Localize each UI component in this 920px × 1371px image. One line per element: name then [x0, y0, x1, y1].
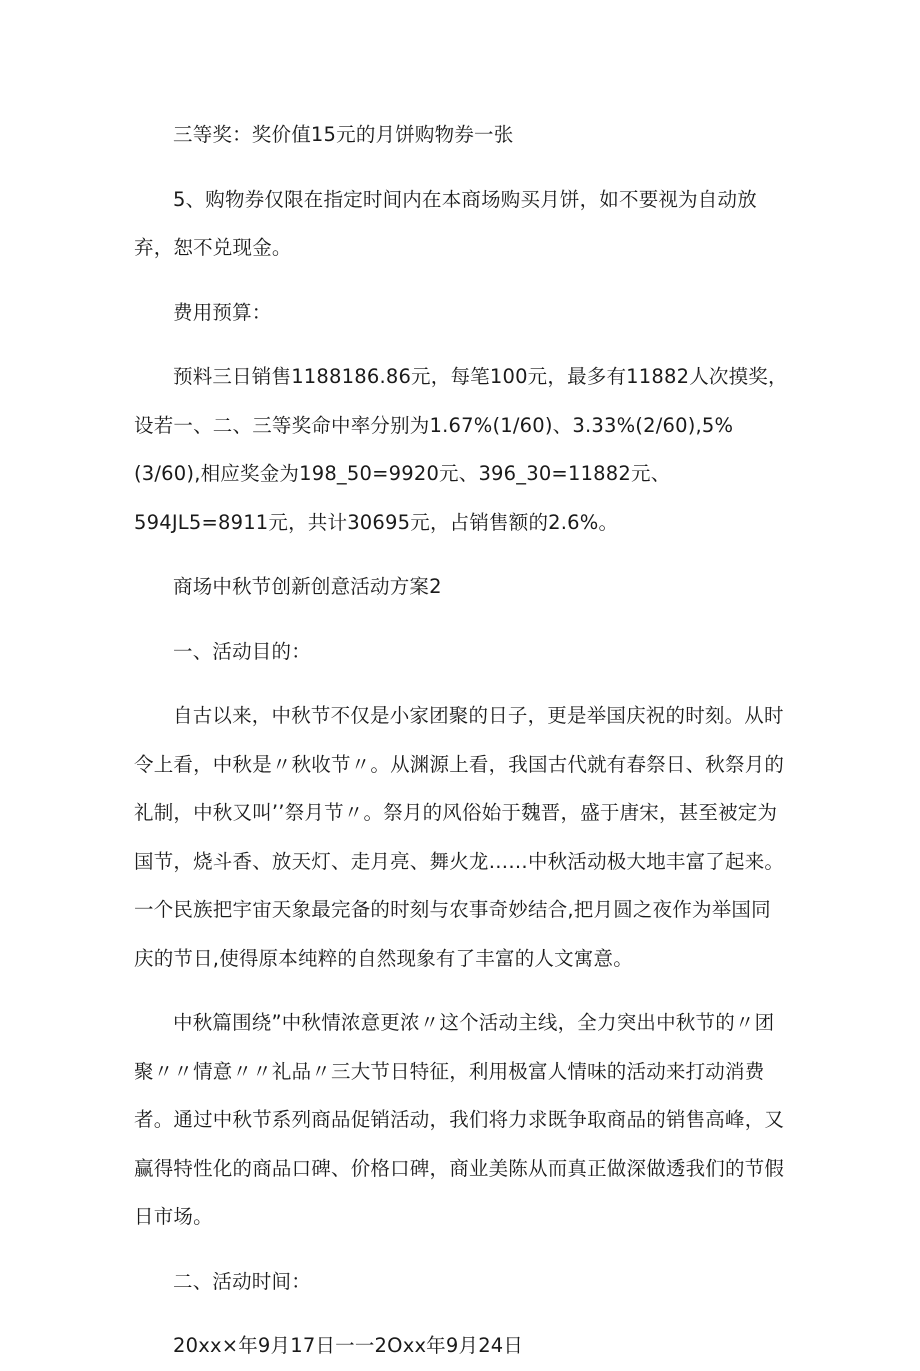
- heading-activity-purpose: 一、活动目的：: [173, 639, 311, 663]
- paragraph-activity-theme: 中秋篇围绕”中秋情浓意更浓〃这个活动主线，全力突出中秋节的〃团聚〃〃情意〃〃礼品〃三大节日特征，利用极富人情味的活动来打动消费者。通过中秋节系列商品促销活动，我们将力求既争取商品的销售高峰，又赢得特性化的商品口碑、价格口碑，商业美陈从而真正做深做透我们的节假日市场。: [134, 1011, 785, 1228]
- paragraph-budget-detail: 预料三日销售1188186.86元，每笔100元，最多有11882人次摸奖，设若一、二、三等奖命中率分别为1.67%(1/60)、3.33%(2/60),5%(3/60),相应奖金为198_50=9920元、396_30=11882元、594JL5=8911元，共计30695元，占销售额的2.6%。: [134, 365, 788, 534]
- heading-activity-time: 二、活动时间：: [173, 1269, 311, 1293]
- document-body: [134, 111, 788, 1371]
- paragraph-purpose-detail: 自古以来，中秋节不仅是小家团聚的日子，更是举国庆祝的时刻。从时令上看，中秋是〃秋收节〃。从渊源上看，我国古代就有春祭日、秋祭月的礼制，中秋又叫’’祭月节〃。祭月的风俗始于魏晋，盛于唐宋，甚至被定为国节，烧斗香、放天灯、走月亮、舞火龙……中秋活动极大地丰富了起来。一个民族把宇宙天象最完备的时刻与农事奇妙结合,把月圆之夜作为举国同庆的节日,使得原本纯粹的自然现象有了丰富的人文寓意。: [134, 704, 785, 970]
- section-title: 商场中秋节创新创意活动方案2: [173, 575, 442, 598]
- paragraph-budget-heading: 费用预算：: [173, 300, 272, 324]
- paragraph-voucher-rule: 5、购物券仅限在指定时间内在本商场购买月饼，如不要视为自动放弃，恕不兑现金。: [134, 187, 757, 259]
- paragraph-activity-dates: 20xx×年9月17日一一2Oxx年9月24日: [173, 1334, 524, 1357]
- paragraph-third-prize: 三等奖：奖价值15元的月饼购物券一张: [173, 123, 514, 146]
